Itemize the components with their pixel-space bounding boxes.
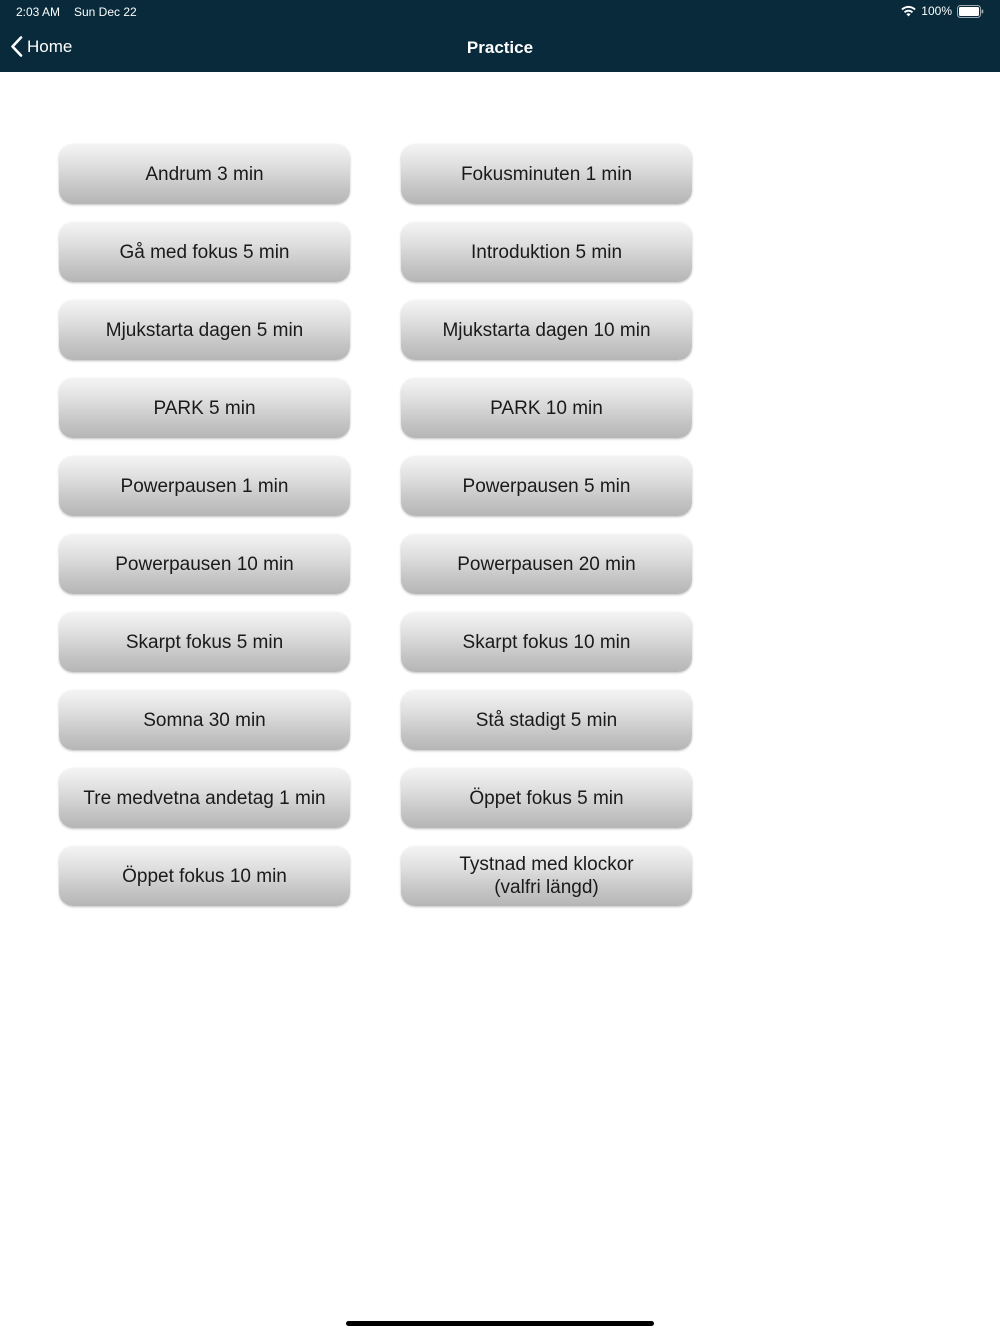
practice-button[interactable]: Fokusminuten 1 min [401,144,692,204]
practice-button[interactable]: Somna 30 min [59,690,350,750]
battery-icon [957,5,984,18]
status-right [901,4,984,18]
practice-button[interactable]: Andrum 3 min [59,144,350,204]
practice-button[interactable]: Powerpausen 20 min [401,534,692,594]
header [0,0,1000,72]
practice-button[interactable]: Tystnad med klockor (valfri längd) [401,846,692,906]
status-date: Sun Dec 22 [74,5,137,19]
practice-button[interactable]: Skarpt fokus 10 min [401,612,692,672]
battery-percentage: 100% [921,4,952,18]
home-indicator [346,1321,654,1326]
status-time: 2:03 AM [16,5,61,19]
practice-button[interactable]: Öppet fokus 5 min [401,768,692,828]
page-title: Practice [466,38,534,57]
practice-button[interactable]: Gå med fokus 5 min [59,222,350,282]
practice-button[interactable]: Powerpausen 1 min [59,456,350,516]
wifi-icon [901,5,916,17]
practice-button[interactable]: Powerpausen 5 min [401,456,692,516]
navigation-bar [0,24,1000,72]
practice-button[interactable]: PARK 10 min [401,378,692,438]
practice-button[interactable]: PARK 5 min [59,378,350,438]
practice-button[interactable]: Stå stadigt 5 min [401,690,692,750]
back-button-label: Home [27,36,73,56]
practice-grid [59,144,692,906]
practice-button[interactable]: Mjukstarta dagen 5 min [59,300,350,360]
practice-button[interactable]: Skarpt fokus 5 min [59,612,350,672]
practice-button[interactable]: Mjukstarta dagen 10 min [401,300,692,360]
practice-button[interactable]: Introduktion 5 min [401,222,692,282]
status-bar [0,0,1000,24]
practice-button[interactable]: Powerpausen 10 min [59,534,350,594]
practice-button[interactable]: Öppet fokus 10 min [59,846,350,906]
practice-button[interactable]: Tre medvetna andetag 1 min [59,768,350,828]
